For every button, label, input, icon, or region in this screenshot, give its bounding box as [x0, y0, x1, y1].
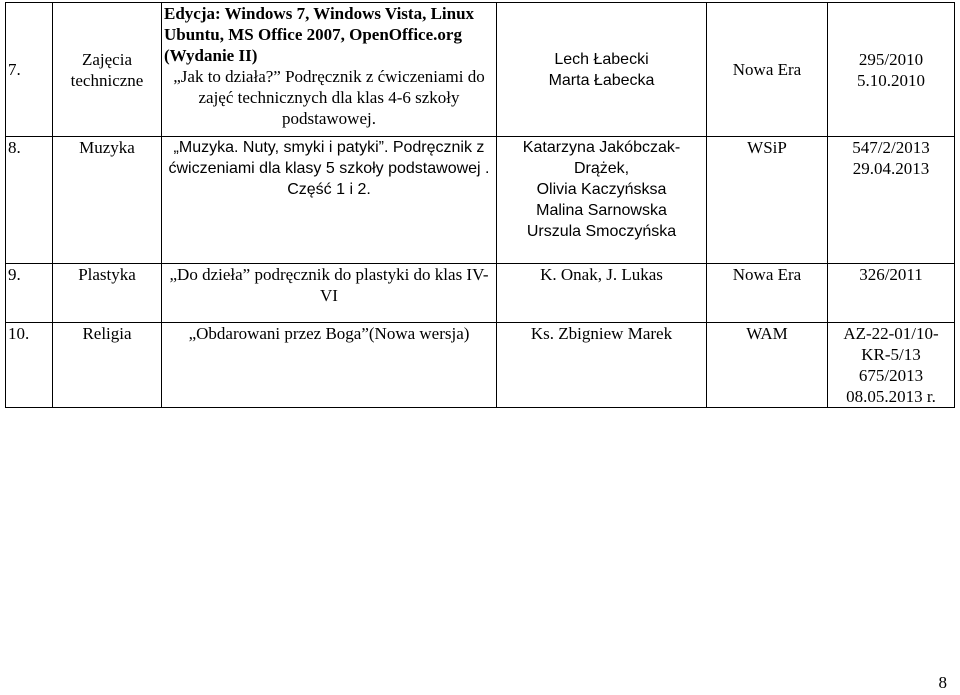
author: Urszula Smoczyńska [526, 223, 677, 240]
registration-line: 326/2011 [859, 265, 923, 284]
subject-cell: Plastyka [53, 264, 162, 323]
authors-cell [497, 3, 707, 137]
table-row [6, 264, 955, 323]
registration-line: 675/2013 [858, 366, 924, 385]
author: Lech Łabecki [554, 50, 649, 68]
registration-cell [828, 137, 955, 264]
row-number: 9. [6, 264, 53, 323]
textbook-table [5, 2, 955, 408]
book-title: „Muzyka. Nuty, smyki i patyki”. Podręcznik z ćwiczeniami dla klasy 5 szkoły podstawowej . Część 1 i 2. [168, 139, 490, 198]
registration-line: 295/2010 [858, 49, 924, 69]
book-title: „Jak to działa?” Podręcznik z ćwiczeniami do zajęć technicznych dla klas 4-6 szkoły podstawowej. [173, 67, 485, 128]
subject-cell: Muzyka [53, 137, 162, 264]
title-cell [162, 323, 497, 408]
registration-line: 547/2/2013 [852, 138, 930, 157]
author: Olivia Kaczyńsksa [536, 181, 667, 198]
book-title: „Do dzieła” podręcznik do plastyki do klas IV-VI [169, 265, 489, 305]
author: Ks. Zbigniew Marek [530, 324, 673, 343]
author: Katarzyna Jakóbczak-Drążek, [522, 139, 681, 177]
table-row [6, 137, 955, 264]
author: Malina Sarnowska [536, 202, 667, 219]
registration-line: 5.10.2010 [857, 70, 925, 90]
authors-cell [497, 137, 707, 264]
authors-cell [497, 264, 707, 323]
registration-cell [828, 323, 955, 408]
title-cell [162, 264, 497, 323]
author: Marta Łabecka [548, 71, 655, 89]
table-row [6, 3, 955, 137]
table-row [6, 323, 955, 408]
publisher-cell: WAM [707, 323, 828, 408]
title-cell [162, 137, 497, 264]
page-number: 8 [938, 673, 947, 692]
authors-cell [497, 323, 707, 408]
author: K. Onak, J. Lukas [540, 265, 663, 284]
publisher-cell: Nowa Era [707, 3, 828, 137]
registration-line: 29.04.2013 [852, 159, 930, 178]
publisher-cell: Nowa Era [707, 264, 828, 323]
title-cell [162, 3, 497, 137]
book-title: „Obdarowani przez Boga”(Nowa wersja) [188, 324, 470, 343]
registration-line: 08.05.2013 r. [846, 387, 936, 406]
registration-line: AZ-22-01/10-KR-5/13 [843, 324, 939, 364]
row-number: 7. [6, 3, 53, 137]
publisher-cell: WSiP [707, 137, 828, 264]
registration-cell [828, 264, 955, 323]
subject-cell: Zajęcia techniczne [53, 3, 162, 137]
row-number: 10. [6, 323, 53, 408]
row-number: 8. [6, 137, 53, 264]
edition-note: Edycja: Windows 7, Windows Vista, Linux Ubuntu, MS Office 2007, OpenOffice.org (Wydanie II) [164, 4, 475, 65]
subject-cell: Religia [53, 323, 162, 408]
registration-cell [828, 3, 955, 137]
